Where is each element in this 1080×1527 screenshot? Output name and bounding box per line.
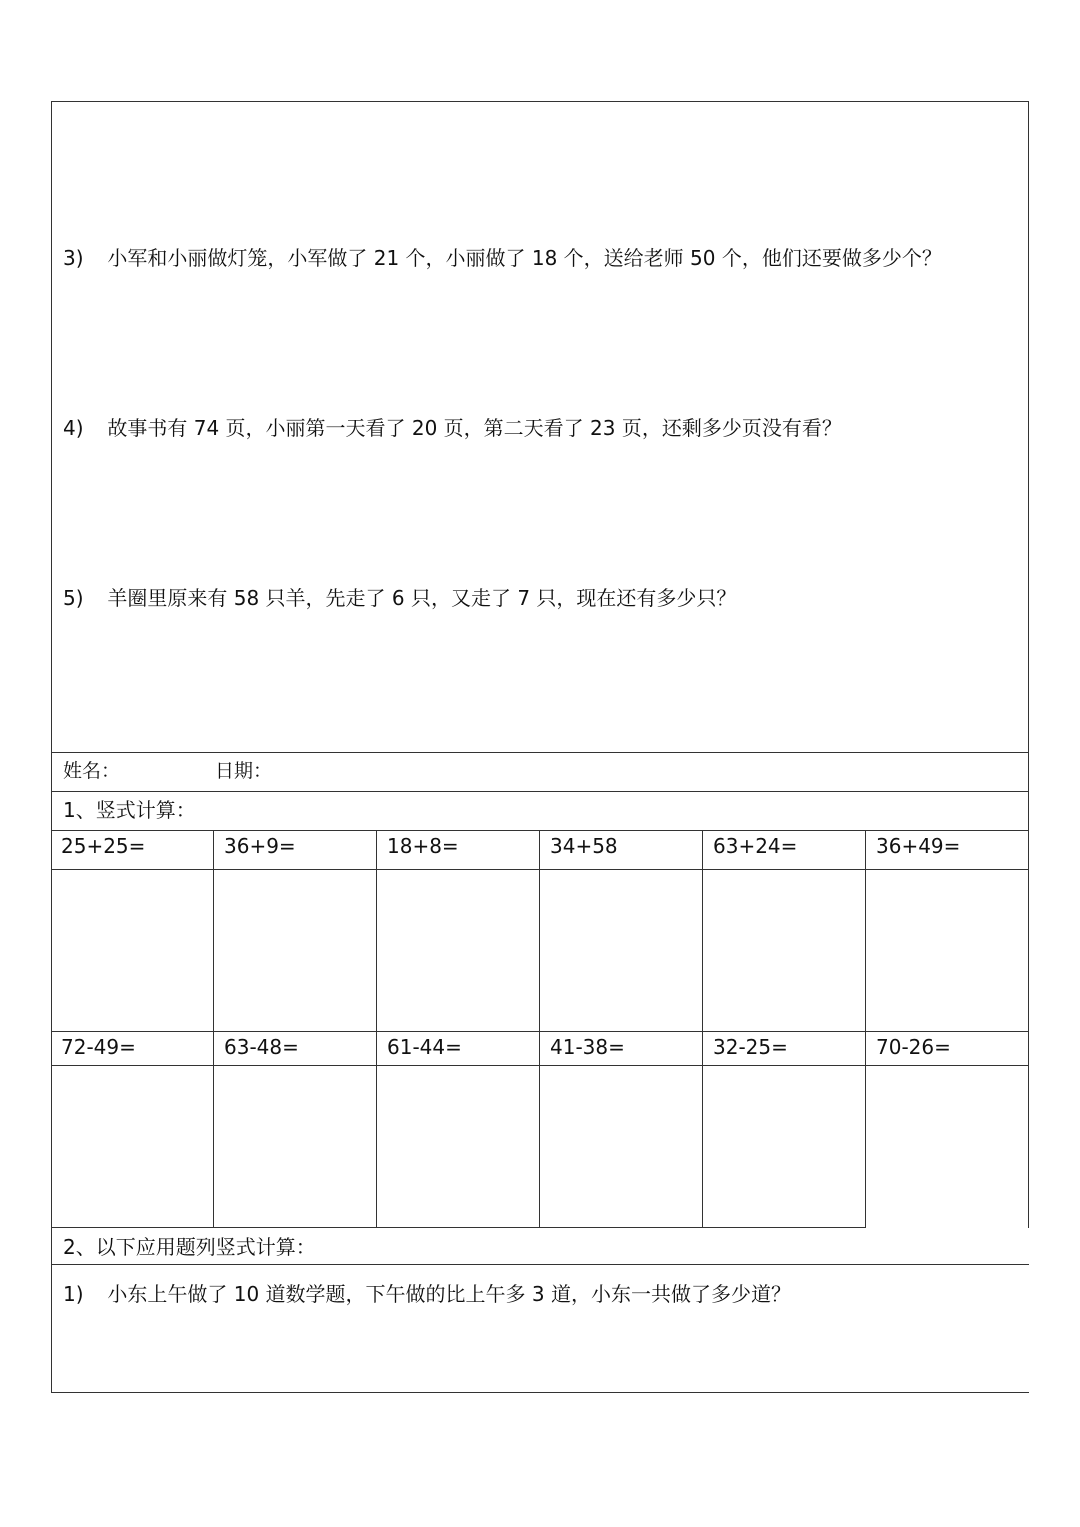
problem-cell: 36+9= (224, 834, 296, 858)
date-field-label: 日期： (215, 760, 273, 782)
section-1-title: 1、竖式计算： (63, 798, 196, 822)
question-number: 4) (63, 416, 84, 440)
section-2-question-1 (63, 1284, 791, 1304)
problem-cell: 63+24= (713, 834, 798, 858)
divider (51, 1065, 1029, 1066)
sheet-border-top (51, 101, 1029, 102)
question-text: 羊圈里原来有 58 只羊，先走了 6 只，又走了 7 只，现在还有多少只？ (107, 586, 737, 610)
divider (51, 1227, 866, 1228)
question-4 (63, 418, 842, 438)
grid-column-line (213, 830, 214, 1228)
divider (51, 752, 1029, 753)
problem-cell: 25+25= (61, 834, 146, 858)
sheet-border-right (1028, 101, 1029, 1228)
name-field-label: 姓名： (63, 760, 121, 782)
problem-cell: 61-44= (387, 1035, 462, 1059)
sheet-border-left (51, 101, 52, 1393)
grid-column-line (376, 830, 377, 1228)
section-2-title: 2、以下应用题列竖式计算： (63, 1235, 316, 1259)
problem-cell: 18+8= (387, 834, 459, 858)
problem-cell: 72-49= (61, 1035, 136, 1059)
divider (51, 830, 1029, 831)
question-text: 故事书有 74 页，小丽第一天看了 20 页，第二天看了 23 页，还剩多少页没有看？ (107, 416, 842, 440)
grid-column-line (865, 830, 866, 1228)
grid-column-line (539, 830, 540, 1228)
divider (51, 869, 1029, 870)
question-number: 3) (63, 246, 84, 270)
divider (51, 791, 1029, 792)
grid-column-line (702, 830, 703, 1228)
question-5 (63, 588, 736, 608)
divider (51, 1031, 1029, 1032)
question-text: 小东上午做了 10 道数学题，下午做的比上午多 3 道，小东一共做了多少道？ (107, 1282, 791, 1306)
question-3 (63, 248, 942, 268)
question-text: 小军和小丽做灯笼，小军做了 21 个，小丽做了 18 个，送给老师 50 个，他们还要做多少个？ (107, 246, 942, 270)
divider (51, 1264, 1029, 1265)
problem-cell: 41-38= (550, 1035, 625, 1059)
question-number: 5) (63, 586, 84, 610)
question-number: 1) (63, 1282, 84, 1306)
problem-cell: 63-48= (224, 1035, 299, 1059)
problem-cell: 36+49= (876, 834, 961, 858)
problem-cell: 34+58 (550, 834, 618, 858)
problem-cell: 70-26= (876, 1035, 951, 1059)
worksheet (51, 101, 1029, 1393)
sheet-border-bottom (51, 1392, 1029, 1393)
problem-cell: 32-25= (713, 1035, 788, 1059)
